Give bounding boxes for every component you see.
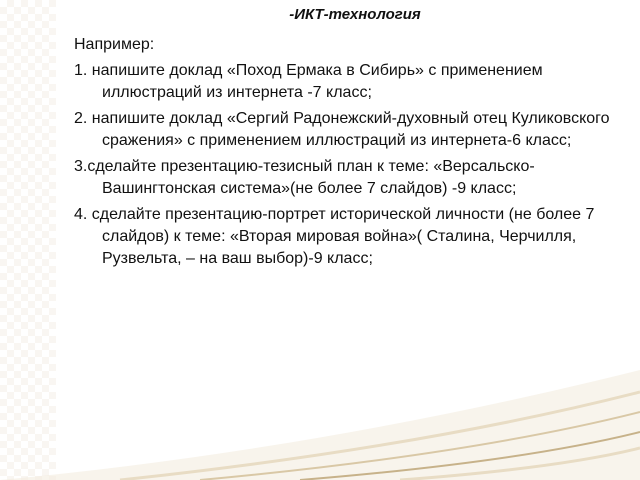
list-item: 3.сделайте презентацию-тезисный план к теме: «Версальско-Вашингтонская система»(не более 7 слайдов) -9 класс; — [74, 158, 535, 197]
intro-text: Например: — [74, 36, 155, 53]
list-item: 4. сделайте презентацию-портрет исторической личности (не более 7 слайдов) к теме: «Вторая мировая война»( Сталина, Черчилля, Рузвельта, – на ваш выбор)-9 класс; — [74, 206, 595, 267]
list-item: 1. напишите доклад «Поход Ермака в Сибирь» с применением иллюстраций из интернета -7 класс; — [74, 62, 543, 101]
list-item: 2. напишите доклад «Сергий Радонежский-духовный отец Куликовского сражения» с применением иллюстраций из интернета-6 класс; — [74, 110, 610, 149]
title-text: ИКТ-технология — [294, 6, 421, 23]
bottom-stripe-decoration — [0, 330, 640, 480]
title-prefix: - — [289, 6, 295, 23]
content-block — [74, 34, 634, 274]
slide-title — [0, 6, 640, 23]
